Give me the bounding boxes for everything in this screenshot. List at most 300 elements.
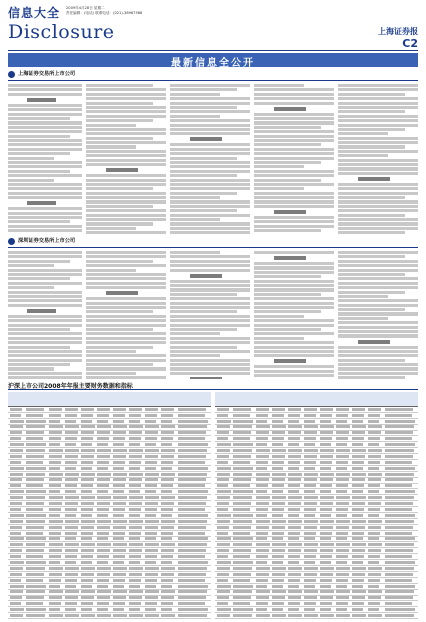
text-line: [170, 346, 237, 349]
text-line: [170, 161, 250, 164]
table-cell: [385, 596, 413, 599]
table-cell: [304, 478, 317, 481]
text-line: [338, 110, 405, 113]
text-line: [254, 350, 334, 353]
table-cell: [49, 567, 63, 570]
table-cell: [161, 526, 174, 529]
table-cell: [178, 437, 205, 440]
table-cell: [320, 602, 332, 605]
text-line: [338, 372, 418, 375]
table-cell: [113, 567, 127, 570]
article-subheading: [190, 137, 222, 141]
table-cell: [161, 602, 173, 605]
table-cell: [288, 532, 300, 535]
table-cell: [304, 532, 316, 535]
table-cell: [129, 408, 142, 411]
table-cell: [129, 484, 141, 487]
text-line: [86, 367, 166, 370]
table-cell: [113, 508, 125, 511]
table-cell: [256, 502, 269, 505]
table-cell: [256, 526, 269, 529]
text-line: [8, 157, 54, 160]
table-cell: [145, 461, 157, 464]
table-cell: [161, 473, 175, 476]
table-cell: [352, 508, 364, 511]
text-line: [254, 220, 334, 223]
table-cell: [26, 478, 44, 481]
table-cell: [113, 614, 127, 617]
text-line: [170, 269, 250, 272]
text-line: [254, 157, 334, 160]
text-line: [8, 295, 82, 298]
table-cell: [320, 449, 334, 452]
table-cell: [10, 614, 23, 617]
text-line: [8, 93, 82, 96]
table-cell: [161, 537, 172, 540]
text-line: [8, 324, 82, 327]
text-line: [86, 359, 166, 362]
table-cell: [336, 461, 348, 464]
text-line: [170, 337, 250, 340]
table-cell: [256, 478, 269, 481]
table-cell: [178, 449, 207, 452]
table-cell: [49, 425, 63, 428]
table-cell: [97, 585, 108, 588]
table-cell: [385, 614, 414, 617]
table-cell: [288, 614, 302, 617]
table-cell: [304, 614, 318, 617]
table-cell: [113, 543, 127, 546]
table-cell: [178, 614, 207, 617]
text-line: [338, 308, 405, 311]
table-cell: [352, 590, 366, 593]
table-cell: [178, 484, 205, 487]
table-cell: [233, 437, 250, 440]
table-cell: [129, 514, 140, 517]
section-rule: [8, 247, 418, 248]
table-cell: [10, 478, 22, 481]
text-line: [8, 315, 82, 318]
table-cell: [10, 449, 23, 452]
table-cell: [336, 508, 348, 511]
table-cell: [233, 478, 251, 481]
table-cell: [49, 473, 63, 476]
table-cell: [81, 567, 95, 570]
table-cell: [49, 490, 60, 493]
text-line: [170, 315, 250, 318]
text-line: [338, 141, 418, 144]
text-line: [338, 159, 418, 162]
table-cell: [113, 490, 124, 493]
text-line: [86, 183, 166, 186]
table-cell: [320, 614, 334, 617]
text-line: [8, 225, 82, 228]
table-cell: [217, 590, 230, 593]
table-cell: [385, 490, 415, 493]
table-cell: [49, 414, 61, 417]
table-cell: [81, 585, 92, 588]
text-line: [338, 163, 418, 166]
text-line: [86, 200, 166, 203]
table-cell: [145, 543, 159, 546]
table-cell: [129, 414, 141, 417]
table-cell: [368, 408, 381, 411]
table-cell: [217, 473, 230, 476]
text-line: [86, 222, 153, 225]
table-cell: [113, 555, 125, 558]
table-cell: [368, 484, 380, 487]
table-cell: [352, 425, 366, 428]
table-cell: [129, 420, 140, 423]
table-cell: [352, 431, 365, 434]
text-line: [254, 262, 334, 265]
table-cell: [97, 431, 110, 434]
table-cell: [113, 596, 126, 599]
table-cell: [352, 561, 363, 564]
table-cell: [49, 408, 62, 411]
table-cell: [49, 514, 60, 517]
table-cell: [304, 585, 315, 588]
table-row: [215, 619, 418, 620]
text-line: [8, 212, 82, 215]
table-cell: [320, 596, 333, 599]
table-cell: [256, 514, 267, 517]
text-line: [338, 286, 418, 289]
table-cell: [256, 420, 267, 423]
table-cell: [145, 431, 158, 434]
table-cell: [352, 514, 363, 517]
table-cell: [336, 455, 349, 458]
text-line: [338, 354, 418, 357]
table-cell: [368, 520, 382, 523]
table-cell: [145, 420, 156, 423]
table-cell: [217, 602, 228, 605]
table-cell: [81, 437, 93, 440]
table-cell: [49, 549, 62, 552]
article-column-1: [8, 84, 82, 234]
text-line: [8, 88, 82, 91]
table-cell: [49, 496, 63, 499]
table-cell: [288, 431, 301, 434]
table-cell: [352, 549, 365, 552]
table-cell: [288, 590, 302, 593]
article-subheading: [106, 291, 138, 295]
table-cell: [10, 590, 23, 593]
table-cell: [288, 478, 301, 481]
text-line: [86, 227, 136, 230]
table-cell: [288, 425, 302, 428]
table-cell: [233, 561, 253, 564]
text-line: [86, 376, 166, 379]
text-line: [86, 286, 166, 289]
text-line: [86, 251, 166, 254]
table-cell: [352, 526, 365, 529]
table-cell: [233, 490, 253, 493]
text-line: [86, 106, 166, 109]
table-cell: [336, 520, 350, 523]
table-cell: [65, 596, 78, 599]
text-line: [86, 269, 136, 272]
table-cell: [97, 537, 108, 540]
table-cell: [145, 478, 158, 481]
table-cell: [49, 596, 62, 599]
table-cell: [97, 478, 110, 481]
table-cell: [368, 549, 381, 552]
table-cell: [320, 425, 334, 428]
text-line: [8, 84, 82, 87]
table-cell: [352, 467, 363, 470]
text-line: [86, 132, 166, 135]
table-cell: [65, 490, 76, 493]
table-cell: [49, 508, 61, 511]
table-cell: [49, 573, 62, 576]
article-column-3: [170, 84, 250, 234]
table-cell: [320, 567, 334, 570]
table-cell: [385, 526, 413, 529]
table-cell: [320, 590, 334, 593]
table-cell: [233, 537, 253, 540]
table-cell: [97, 532, 109, 535]
table-cell: [113, 608, 124, 611]
table-cell: [320, 537, 331, 540]
table-cell: [272, 502, 285, 505]
table-cell: [368, 514, 379, 517]
table-cell: [161, 520, 175, 523]
table-cell: [304, 449, 318, 452]
table-cell: [65, 590, 79, 593]
text-line: [170, 196, 220, 199]
table-cell: [304, 526, 317, 529]
text-line: [254, 174, 334, 177]
table-cell: [65, 420, 76, 423]
table-cell: [288, 608, 299, 611]
table-cell: [288, 596, 301, 599]
table-cell: [352, 537, 363, 540]
table-cell: [336, 614, 350, 617]
table-cell: [304, 590, 318, 593]
table-cell: [113, 514, 124, 517]
table-cell: [256, 596, 269, 599]
table-cell: [320, 585, 331, 588]
table-cell: [368, 543, 382, 546]
text-line: [8, 291, 82, 294]
table-cell: [217, 455, 229, 458]
text-line: [338, 291, 405, 294]
text-line: [170, 124, 250, 127]
table-cell: [26, 514, 46, 517]
table-cell: [26, 461, 43, 464]
table-cell: [145, 549, 158, 552]
table-cell: [217, 555, 228, 558]
table-cell: [336, 549, 349, 552]
table-cell: [256, 408, 269, 411]
table-cell: [272, 508, 284, 511]
text-line: [338, 124, 418, 127]
text-line: [254, 324, 334, 327]
text-line: [170, 288, 250, 291]
table-cell: [320, 573, 333, 576]
text-line: [86, 302, 166, 305]
text-line: [170, 88, 237, 91]
text-line: [254, 297, 334, 300]
table-cell: [129, 561, 140, 564]
table-cell: [26, 602, 43, 605]
table-cell: [129, 555, 141, 558]
table-cell: [256, 455, 269, 458]
table-cell: [304, 596, 317, 599]
text-line: [8, 216, 82, 219]
table-cell: [304, 561, 315, 564]
table-cell: [352, 496, 366, 499]
table-cell: [304, 543, 318, 546]
text-line: [170, 128, 250, 131]
text-line: [170, 119, 250, 122]
text-line: [338, 93, 405, 96]
text-line: [338, 145, 405, 148]
text-line: [254, 266, 334, 269]
table-cell: [81, 484, 93, 487]
table-cell: [320, 437, 332, 440]
table-cell: [178, 508, 205, 511]
text-line: [86, 159, 166, 162]
table-cell: [368, 473, 382, 476]
table-cell: [97, 473, 111, 476]
table-cell: [65, 561, 76, 564]
table-cell: [272, 437, 284, 440]
text-line: [338, 106, 418, 109]
table-cell: [304, 514, 315, 517]
text-line: [338, 97, 418, 100]
table-cell: [288, 490, 299, 493]
table-cell: [81, 508, 93, 511]
table-cell: [178, 478, 206, 481]
text-line: [86, 315, 166, 318]
table-cell: [97, 443, 108, 446]
table-cell: [65, 484, 77, 487]
table-cell: [320, 502, 333, 505]
table-cell: [81, 549, 94, 552]
table-cell: [336, 537, 347, 540]
article-subheading: [27, 309, 57, 313]
text-line: [338, 154, 388, 157]
text-line: [170, 192, 237, 195]
text-line: [338, 115, 418, 118]
text-line: [86, 332, 166, 335]
table-cell: [178, 431, 206, 434]
table-cell: [97, 520, 111, 523]
table-cell: [97, 496, 111, 499]
text-line: [8, 251, 82, 254]
table-cell: [81, 408, 94, 411]
table-cell: [145, 579, 157, 582]
table-cell: [145, 496, 159, 499]
table-cell: [129, 614, 143, 617]
text-line: [338, 277, 418, 280]
table-cell: [26, 437, 43, 440]
table-cell: [368, 561, 379, 564]
text-line: [8, 229, 82, 232]
table-cell: [161, 508, 173, 511]
table-cell: [49, 602, 61, 605]
table-cell: [368, 420, 379, 423]
table-cell: [10, 561, 24, 564]
table-cell: [272, 473, 286, 476]
table-cell: [336, 408, 349, 411]
table-cell: [10, 467, 24, 470]
table-cell: [129, 549, 142, 552]
table-cell: [217, 549, 229, 552]
table-cell: [336, 602, 348, 605]
text-line: [170, 297, 250, 300]
table-cell: [145, 443, 156, 446]
table-cell: [272, 561, 283, 564]
table-cell: [288, 567, 302, 570]
table-cell: [145, 526, 158, 529]
section-bullet-icon: [8, 238, 15, 245]
table-cell: [233, 526, 251, 529]
table-cell: [217, 596, 229, 599]
text-line: [8, 376, 82, 379]
table-cell: [178, 590, 207, 593]
table-cell: [81, 520, 95, 523]
table-cell: [161, 414, 173, 417]
table-cell: [81, 490, 92, 493]
table-cell: [145, 537, 156, 540]
table-cell: [161, 484, 173, 487]
text-line: [170, 264, 250, 267]
table-cell: [217, 567, 230, 570]
text-line: [8, 341, 82, 344]
table-cell: [304, 579, 316, 582]
table-cell: [233, 614, 252, 617]
table-cell: [320, 455, 333, 458]
text-line: [8, 367, 54, 370]
text-line: [86, 179, 166, 182]
article-subheading: [274, 107, 306, 111]
table-cell: [113, 602, 125, 605]
table-cell: [65, 549, 78, 552]
table-cell: [217, 478, 229, 481]
text-line: [254, 161, 321, 164]
table-cell: [161, 496, 175, 499]
table-cell: [97, 437, 109, 440]
table-cell: [217, 573, 229, 576]
table-cell: [385, 408, 413, 411]
text-line: [8, 260, 70, 263]
table-cell: [256, 532, 268, 535]
table-cell: [10, 473, 23, 476]
table-cell: [145, 608, 156, 611]
text-line: [254, 306, 334, 309]
table-cell: [217, 443, 231, 446]
text-line: [338, 376, 405, 379]
table-cell: [304, 602, 316, 605]
text-line: [8, 139, 82, 142]
table-cell: [113, 414, 125, 417]
text-line: [338, 137, 418, 140]
table-cell: [161, 455, 174, 458]
table-cell: [129, 537, 140, 540]
table-cell: [97, 484, 109, 487]
section-rule: [8, 80, 418, 81]
table-cell: [272, 431, 285, 434]
table-cell: [26, 579, 43, 582]
table-cell: [233, 508, 250, 511]
text-line: [8, 286, 54, 289]
text-line: [170, 359, 250, 362]
table-cell: [233, 514, 253, 517]
table-cell: [336, 526, 349, 529]
